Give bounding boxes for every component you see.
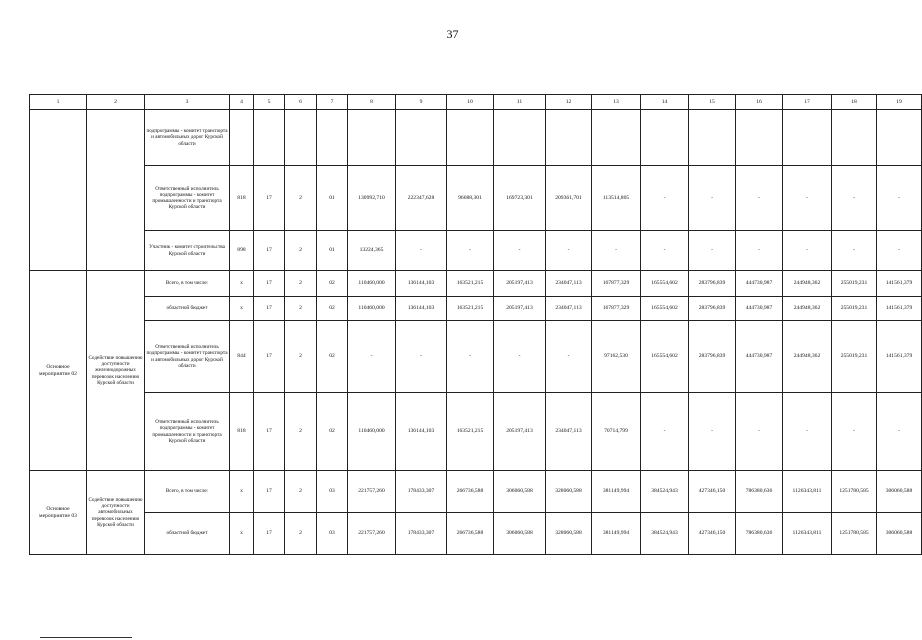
table-cell: 786380,636 xyxy=(736,471,783,513)
table-cell: 205197,413 xyxy=(494,297,546,321)
row-category: Участник - комитет строительства Курской области xyxy=(145,231,230,271)
table-cell: - xyxy=(641,231,689,271)
table-cell: 163521,215 xyxy=(447,271,494,297)
table-cell: 03 xyxy=(317,471,348,513)
cell-empty xyxy=(447,110,494,166)
table-cell: 17 xyxy=(254,321,285,393)
table-cell: - xyxy=(689,166,736,231)
table-cell: - xyxy=(832,393,877,471)
table-cell: 2 xyxy=(285,393,317,471)
event-description: Содействие повышению доступности автомобильных перевозок населению Курской области xyxy=(87,471,145,555)
event-description: Содействие повышению доступности железнодорожных перевозок населению Курской области xyxy=(87,271,145,471)
table-cell: 17 xyxy=(254,513,285,555)
table-cell: 02 xyxy=(317,393,348,471)
table-cell: 2 xyxy=(285,513,317,555)
table-cell: 306060,588 xyxy=(494,471,546,513)
table-cell: 381149,994 xyxy=(592,471,641,513)
table-row xyxy=(30,471,922,513)
column-header: 12 xyxy=(546,95,592,110)
cell-empty xyxy=(317,110,348,166)
table-cell: 234047,113 xyxy=(546,393,592,471)
table-cell: 427346,150 xyxy=(689,513,736,555)
page-number: 37 xyxy=(446,27,459,41)
table-cell: 255019,231 xyxy=(832,297,877,321)
column-header: 7 xyxy=(317,95,348,110)
table-cell: 17 xyxy=(254,297,285,321)
table-cell: 306060,588 xyxy=(494,513,546,555)
table-cell: 328060,588 xyxy=(546,471,592,513)
table-cell: 898 xyxy=(230,231,254,271)
column-header: 10 xyxy=(447,95,494,110)
cell-empty xyxy=(592,110,641,166)
table-cell: 1126343,811 xyxy=(783,471,832,513)
cell-empty xyxy=(87,110,145,271)
column-header: 1 xyxy=(30,95,87,110)
table-cell: 110460,000 xyxy=(348,271,396,297)
table-cell: 110460,000 xyxy=(348,297,396,321)
table-cell: 178433,307 xyxy=(396,513,447,555)
table-cell: 444730,987 xyxy=(736,297,783,321)
table-cell: 384524,943 xyxy=(641,513,689,555)
table-cell: 427346,150 xyxy=(689,471,736,513)
table-cell: - xyxy=(736,231,783,271)
cell-empty xyxy=(736,110,783,166)
table-cell: 13224,365 xyxy=(348,231,396,271)
table-cell: - xyxy=(348,321,396,393)
column-header: 8 xyxy=(348,95,396,110)
table-cell: 110460,000 xyxy=(348,393,396,471)
column-header: 5 xyxy=(254,95,285,110)
row-category: Всего, в том числе: xyxy=(145,271,230,297)
column-header: 15 xyxy=(689,95,736,110)
table-cell: 167877,329 xyxy=(592,297,641,321)
table-cell: 221757,260 xyxy=(348,471,396,513)
table-cell: 141561,379 xyxy=(877,321,922,393)
table-cell: 283796,839 xyxy=(689,321,736,393)
table-cell: - xyxy=(832,231,877,271)
column-header: 6 xyxy=(285,95,317,110)
table-cell: - xyxy=(877,231,922,271)
table-cell: 136144,103 xyxy=(396,393,447,471)
table-cell: - xyxy=(494,231,546,271)
table-cell: 244948,362 xyxy=(783,297,832,321)
table-cell: - xyxy=(592,231,641,271)
table-cell: 444730,987 xyxy=(736,271,783,297)
column-header: 14 xyxy=(641,95,689,110)
table-cell: 222347,628 xyxy=(396,166,447,231)
table-cell: x xyxy=(230,271,254,297)
table-row xyxy=(30,271,922,297)
row-category: Ответственный исполнитель подпрограммы - комитет транспорта и автомобильных дорог Курской области xyxy=(145,321,230,393)
table-cell: 165554,602 xyxy=(641,321,689,393)
table-cell: - xyxy=(832,166,877,231)
table-cell: 97162,530 xyxy=(592,321,641,393)
table-cell: - xyxy=(641,393,689,471)
column-header: 13 xyxy=(592,95,641,110)
cell-empty xyxy=(396,110,447,166)
table-cell: 2 xyxy=(285,471,317,513)
table-cell: 03 xyxy=(317,513,348,555)
table-cell: 234047,113 xyxy=(546,297,592,321)
table-cell: 1126343,811 xyxy=(783,513,832,555)
table-cell: 01 xyxy=(317,166,348,231)
table-cell: 17 xyxy=(254,231,285,271)
table-cell: 255019,231 xyxy=(832,271,877,297)
table-cell: 384524,943 xyxy=(641,471,689,513)
table-cell: 209361,701 xyxy=(546,166,592,231)
table-cell: 255019,231 xyxy=(832,321,877,393)
cell-empty xyxy=(230,110,254,166)
table-cell: 02 xyxy=(317,271,348,297)
table-cell: 165554,602 xyxy=(641,271,689,297)
cell-empty xyxy=(877,110,922,166)
table-cell: - xyxy=(546,321,592,393)
table-cell: 136144,103 xyxy=(396,271,447,297)
table-cell: - xyxy=(783,166,832,231)
table-cell: - xyxy=(689,393,736,471)
table-cell: 205197,413 xyxy=(494,393,546,471)
table-row xyxy=(30,393,922,471)
table-cell: 844 xyxy=(230,321,254,393)
table-cell: 17 xyxy=(254,271,285,297)
table-cell: 130992,710 xyxy=(348,166,396,231)
column-header: 16 xyxy=(736,95,783,110)
table-cell: 17 xyxy=(254,471,285,513)
table-cell: 165554,602 xyxy=(641,297,689,321)
table-cell: 141561,379 xyxy=(877,297,922,321)
column-header: 4 xyxy=(230,95,254,110)
table-cell: 444730,987 xyxy=(736,321,783,393)
table-cell: - xyxy=(494,321,546,393)
column-header: 9 xyxy=(396,95,447,110)
table-cell: 141561,379 xyxy=(877,271,922,297)
row-category: Ответственный исполнитель подпрограммы - комитет промышленности и транспорта Курской области xyxy=(145,166,230,231)
table-cell: 2 xyxy=(285,297,317,321)
cell-empty xyxy=(348,110,396,166)
table-cell: - xyxy=(736,166,783,231)
table-cell: x xyxy=(230,471,254,513)
table-cell: 17 xyxy=(254,393,285,471)
header-row xyxy=(30,95,922,110)
table-cell: 221757,260 xyxy=(348,513,396,555)
table-cell: 70714,799 xyxy=(592,393,641,471)
table-cell: 306060,588 xyxy=(877,513,922,555)
table-cell: 1251780,585 xyxy=(832,513,877,555)
column-header: 11 xyxy=(494,95,546,110)
table-cell: 01 xyxy=(317,231,348,271)
table-cell: 2 xyxy=(285,231,317,271)
table-row xyxy=(30,513,922,555)
budget-table xyxy=(29,94,922,555)
table-cell: 02 xyxy=(317,297,348,321)
table-cell: 205197,413 xyxy=(494,271,546,297)
table-cell: - xyxy=(783,231,832,271)
column-header: 19 xyxy=(877,95,922,110)
table-cell: x xyxy=(230,513,254,555)
table-cell: - xyxy=(641,166,689,231)
table-cell: 178433,307 xyxy=(396,471,447,513)
table-cell: 786380,636 xyxy=(736,513,783,555)
table-cell: 818 xyxy=(230,393,254,471)
table-cell: 96688,301 xyxy=(447,166,494,231)
column-header: 18 xyxy=(832,95,877,110)
table-cell: x xyxy=(230,297,254,321)
table-cell: 328060,588 xyxy=(546,513,592,555)
table-cell: - xyxy=(689,231,736,271)
table-cell: 244948,362 xyxy=(783,271,832,297)
table-row xyxy=(30,166,922,231)
table-cell: - xyxy=(447,231,494,271)
row-category: Всего, в том числе: xyxy=(145,471,230,513)
column-header: 3 xyxy=(145,95,230,110)
event-name: Основное мероприятие 02 xyxy=(30,271,87,471)
table-cell: 02 xyxy=(317,321,348,393)
table-cell: - xyxy=(877,166,922,231)
table-cell: 234047,113 xyxy=(546,271,592,297)
table-cell: 244948,362 xyxy=(783,321,832,393)
table-cell: - xyxy=(736,393,783,471)
table-cell: - xyxy=(783,393,832,471)
table-cell: 306060,588 xyxy=(877,471,922,513)
table-cell: 163521,215 xyxy=(447,297,494,321)
table-cell: 2 xyxy=(285,321,317,393)
row-category: областной бюджет xyxy=(145,297,230,321)
footnote-rule xyxy=(40,637,132,638)
table-cell: 283796,839 xyxy=(689,271,736,297)
row-category: подпрограммы - комитет транспорта и автомобильных дорог Курской области xyxy=(145,110,230,166)
table-cell: 1251780,585 xyxy=(832,471,877,513)
cell-empty xyxy=(832,110,877,166)
table-cell: 17 xyxy=(254,166,285,231)
table-cell: 381149,994 xyxy=(592,513,641,555)
table-cell: 2 xyxy=(285,166,317,231)
cell-empty xyxy=(783,110,832,166)
table-cell: - xyxy=(546,231,592,271)
table-cell: 266736,588 xyxy=(447,513,494,555)
event-name: Основное мероприятие 03 xyxy=(30,471,87,555)
table-cell: - xyxy=(877,393,922,471)
column-header: 17 xyxy=(783,95,832,110)
table-cell: - xyxy=(447,321,494,393)
table-cell: 169723,301 xyxy=(494,166,546,231)
table-cell: 113514,805 xyxy=(592,166,641,231)
table-cell: 283796,839 xyxy=(689,297,736,321)
cell-empty xyxy=(546,110,592,166)
cell-empty xyxy=(641,110,689,166)
column-header: 2 xyxy=(87,95,145,110)
row-category: областной бюджет xyxy=(145,513,230,555)
table-cell: 163521,215 xyxy=(447,393,494,471)
table-row xyxy=(30,110,922,166)
cell-empty xyxy=(285,110,317,166)
table-cell: 136144,103 xyxy=(396,297,447,321)
cell-empty xyxy=(254,110,285,166)
table-cell: 266736,588 xyxy=(447,471,494,513)
table-cell: - xyxy=(396,231,447,271)
table-row xyxy=(30,231,922,271)
table-cell: 818 xyxy=(230,166,254,231)
cell-empty xyxy=(689,110,736,166)
cell-empty xyxy=(494,110,546,166)
table-cell: - xyxy=(396,321,447,393)
table-row xyxy=(30,321,922,393)
table-cell: 2 xyxy=(285,271,317,297)
cell-empty xyxy=(30,110,87,271)
table-row xyxy=(30,297,922,321)
table-cell: 167877,329 xyxy=(592,271,641,297)
row-category: Ответственный исполнитель подпрограммы - комитет промышленности и транспорта Курской области xyxy=(145,393,230,471)
